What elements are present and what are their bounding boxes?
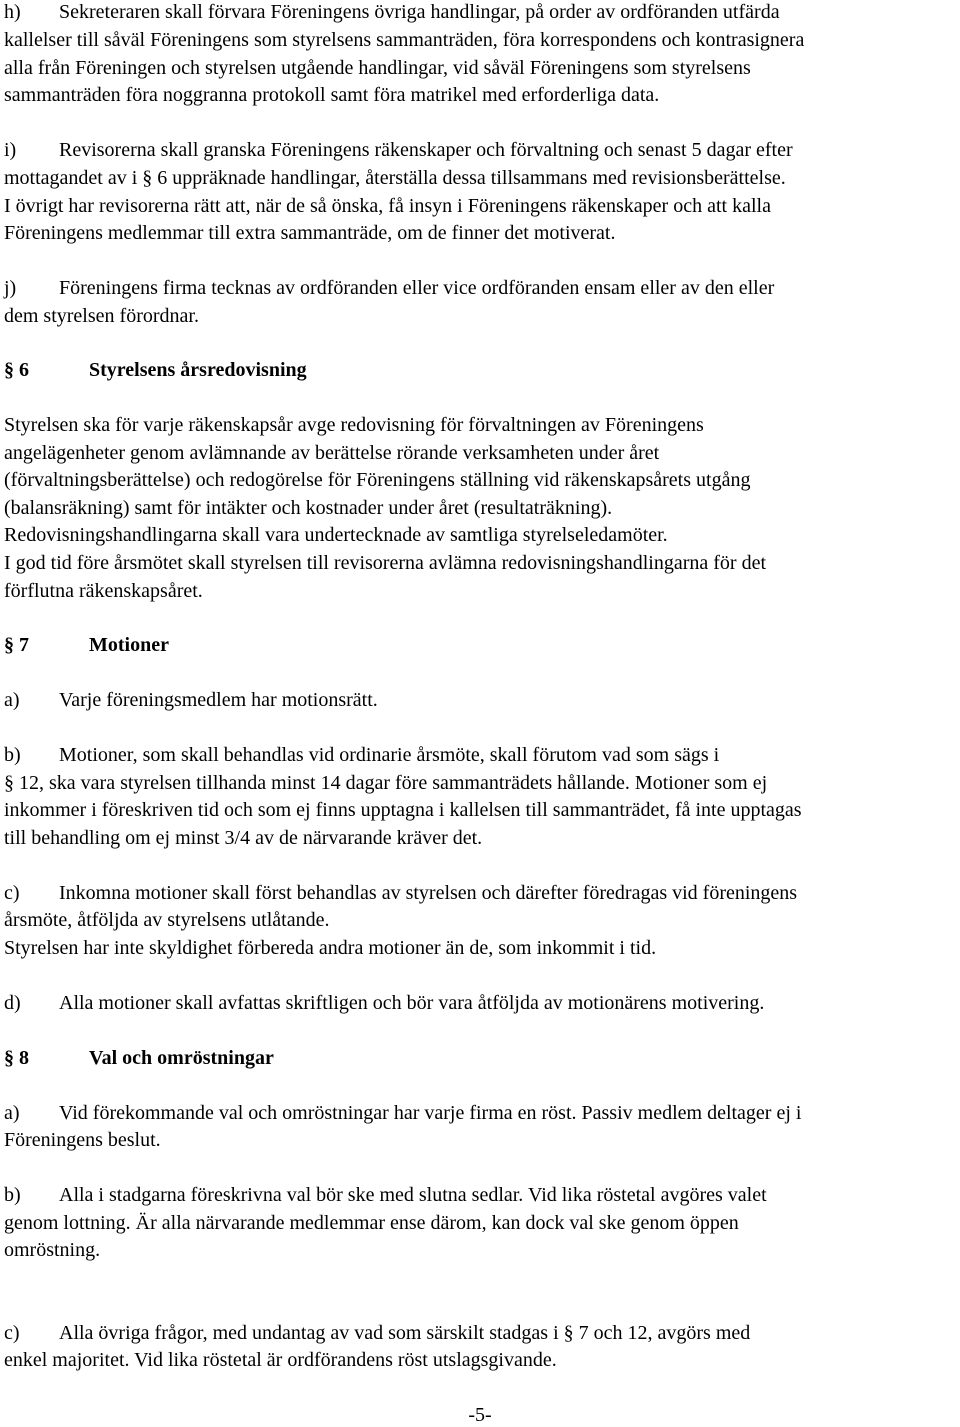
item-marker: b)	[4, 744, 21, 766]
paragraph-text: Föreningens firma tecknas av ordföranden eller vice ordföranden ensam eller av den eller	[59, 277, 775, 299]
paragraph-text: angelägenheter genom avlämnande av berättelse rörande verksamheten under året	[4, 442, 660, 464]
paragraph-text: Vid förekommande val och omröstningar har varje firma en röst. Passiv medlem deltager ej i	[59, 1102, 802, 1124]
paragraph-text: Styrelsen har inte skyldighet förbereda andra motioner än de, som inkommit i tid.	[4, 937, 657, 959]
paragraph-text: Sekreteraren skall förvara Föreningens övriga handlingar, på order av ordföranden utfärda	[59, 1, 780, 23]
paragraph-text: Alla motioner skall avfattas skriftligen och bör vara åtföljda av motionärens motivering.	[59, 992, 765, 1014]
section-number: § 8	[4, 1047, 29, 1069]
item-marker: c)	[4, 882, 20, 904]
section-title: Val och omröstningar	[89, 1047, 274, 1069]
paragraph-text: Föreningens beslut.	[4, 1129, 161, 1151]
paragraph-text: förflutna räkenskapsåret.	[4, 580, 203, 602]
item-marker: h)	[4, 1, 21, 23]
section-number: § 7	[4, 634, 29, 656]
paragraph-text: Alla övriga frågor, med undantag av vad som särskilt stadgas i § 7 och 12, avgörs med	[59, 1322, 751, 1344]
paragraph-text: (balansräkning) samt för intäkter och kostnader under året (resultaträkning).	[4, 497, 613, 519]
item-marker: j)	[4, 277, 17, 299]
paragraph-text: alla från Föreningen och styrelsen utgående handlingar, vid såväl Föreningens som styrelsens	[4, 57, 751, 79]
paragraph-text: kallelser till såväl Föreningens som styrelsens sammanträden, föra korrespondens och kontrasignera	[4, 29, 805, 51]
paragraph-text: Revisorerna skall granska Föreningens räkenskaper och förvaltning och senast 5 dagar efter	[59, 139, 793, 161]
page-number: -5-	[468, 1404, 492, 1426]
paragraph-text: § 12, ska vara styrelsen tillhanda minst 14 dagar före sammanträdets hållande. Motioner som ej	[4, 772, 768, 794]
paragraph-text: enkel majoritet. Vid lika röstetal är ordförandens röst utslagsgivande.	[4, 1349, 557, 1371]
section-7-heading	[4, 633, 169, 657]
section-8-heading	[4, 1046, 274, 1070]
paragraph-text: Varje föreningsmedlem har motionsrätt.	[59, 689, 378, 711]
item-marker: i)	[4, 139, 17, 161]
item-marker: c)	[4, 1322, 20, 1344]
item-marker: a)	[4, 689, 20, 711]
paragraph-text: I övrigt har revisorerna rätt att, när de så önska, få insyn i Föreningens räkenskaper och att kalla	[4, 195, 771, 217]
paragraph-text: (förvaltningsberättelse) och redogörelse för Föreningens ställning vid räkenskapsårets utgång	[4, 469, 751, 491]
paragraph-text: till behandling om ej minst 3/4 av de närvarande kräver det.	[4, 827, 483, 849]
paragraph-text: genom lottning. Är alla närvarande medlemmar ense därom, kan dock val ske genom öppen	[4, 1212, 739, 1234]
section-6-heading	[4, 358, 307, 382]
paragraph-text: Motioner, som skall behandlas vid ordinarie årsmöte, skall förutom vad som sägs i	[59, 744, 720, 766]
paragraph-text: dem styrelsen förordnar.	[4, 305, 199, 327]
paragraph-text: omröstning.	[4, 1239, 101, 1261]
paragraph-text: Redovisningshandlingarna skall vara undertecknade av samtliga styrelseledamöter.	[4, 524, 668, 546]
item-marker: b)	[4, 1184, 21, 1206]
paragraph-text: I god tid före årsmötet skall styrelsen till revisorerna avlämna redovisningshandlingarna för det	[4, 552, 767, 574]
item-marker: d)	[4, 992, 21, 1014]
paragraph-text: sammanträden föra noggranna protokoll samt föra matrikel med erforderliga data.	[4, 84, 660, 106]
section-title: Motioner	[89, 634, 169, 656]
paragraph-text: årsmöte, åtföljda av styrelsens utlåtande.	[4, 909, 330, 931]
paragraph-text: Styrelsen ska för varje räkenskapsår avge redovisning för förvaltningen av Föreningens	[4, 414, 704, 436]
paragraph-text: Inkomna motioner skall först behandlas av styrelsen och därefter föredragas vid föreningens	[59, 882, 798, 904]
section-number: § 6	[4, 359, 29, 381]
section-title: Styrelsens årsredovisning	[89, 359, 307, 381]
item-marker: a)	[4, 1102, 20, 1124]
paragraph-text: Föreningens medlemmar till extra sammanträde, om de finner det motiverat.	[4, 222, 616, 244]
paragraph-text: inkommer i föreskriven tid och som ej finns upptagna i kallelsen till sammanträdet, få inte upptagas	[4, 799, 802, 821]
paragraph-text: Alla i stadgarna föreskrivna val bör ske med slutna sedlar. Vid lika röstetal avgöres valet	[59, 1184, 767, 1206]
paragraph-text: mottagandet av i § 6 uppräknade handlingar, återställa dessa tillsammans med revisionsberättelse.	[4, 167, 786, 189]
